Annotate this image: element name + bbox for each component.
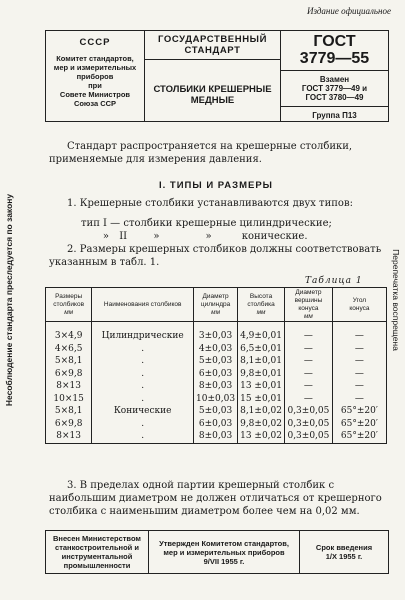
title-line: СТОЛБИКИ КРЕШЕРНЫЕ: [153, 84, 272, 95]
standard-line: ГОСУДАРСТВЕННЫЙ: [157, 34, 267, 45]
cell-diameter: 10±0,03: [194, 393, 238, 406]
replaces-note: [281, 75, 388, 102]
ditto-mark: »: [102, 231, 109, 242]
cell-name: Цилиндрические: [92, 322, 194, 343]
cell-height: 9,8±0,01: [238, 368, 285, 381]
side-note-left-text: Несоблюдение стандарта преследуется по закону: [4, 193, 14, 407]
header-height: Высота столбика мм: [238, 288, 285, 322]
document-header: [45, 30, 389, 122]
committee-line: мер и измерительных: [53, 63, 137, 72]
cell-cone-angle: —: [332, 368, 386, 381]
cell-cone-angle: —: [332, 322, 386, 343]
gost-number: 3779—55: [281, 50, 388, 71]
cell-height: 13 ±0,02: [238, 430, 285, 443]
cell-height: 4,9±0,01: [238, 322, 285, 343]
header-title-block: [145, 31, 281, 121]
cell-name: Конические: [92, 405, 194, 418]
table-row: [46, 405, 387, 418]
cell-name: .: [92, 418, 194, 431]
cell-cone-tip: —: [285, 380, 333, 393]
cell-size: 4×6,5: [46, 343, 92, 356]
footer-line: Срок введения: [315, 543, 373, 552]
cell-cone-tip: —: [285, 368, 333, 381]
clause-2: 2. Размеры крешерных столбиков должны соответствовать указанным в табл. 1.: [49, 244, 382, 268]
table-header-row: [46, 288, 387, 322]
document-title: [145, 84, 280, 106]
cell-diameter: 8±0,03: [194, 430, 238, 443]
committee-line: приборов: [76, 72, 114, 81]
cell-cone-angle: —: [332, 343, 386, 356]
type-2-line: [81, 230, 381, 243]
ditto-mark: »: [205, 231, 212, 242]
cell-size: 8×13: [46, 380, 92, 393]
cell-cone-angle: —: [332, 380, 386, 393]
intro-paragraph: Стандарт распространяется на крешерные столбики, применяемые для измерения давления.: [49, 141, 353, 165]
cell-diameter: 8±0,03: [194, 380, 238, 393]
footer-line: Утвержден Комитетом стандартов,: [159, 538, 289, 548]
type-2-word: конические.: [241, 231, 308, 242]
table-row: [46, 322, 387, 343]
cell-size: 5×8,1: [46, 355, 92, 368]
footer-line: мер и измерительных приборов: [163, 547, 285, 557]
cell-size: 6×9,8: [46, 368, 92, 381]
table-row: [46, 380, 387, 393]
cell-height: 6,5±0,01: [238, 343, 285, 356]
cell-cone-tip: —: [285, 393, 333, 406]
cell-diameter: 3±0,03: [194, 322, 238, 343]
cell-name: .: [92, 430, 194, 443]
committee-line: при: [88, 81, 102, 90]
committee-line: Комитет стандартов,: [56, 54, 134, 63]
cell-name: .: [92, 368, 194, 381]
clause-1: 1. Крешерные столбики устанавливаются двух типов:: [67, 198, 353, 209]
side-note-right: [388, 0, 404, 600]
cell-height: 8,1±0,01: [238, 355, 285, 368]
footer-line: 9/VII 1955 г.: [203, 556, 245, 566]
side-note-right-text: Перепечатка воспрещена: [391, 249, 402, 351]
section-title: I. ТИПЫ И РАЗМЕРЫ: [159, 180, 273, 191]
replaces-line: ГОСТ 3779—49 и: [301, 84, 368, 93]
title-line: МЕДНЫЕ: [190, 95, 235, 106]
standard-line: СТАНДАРТ: [184, 45, 241, 56]
cell-size: 10×15: [46, 393, 92, 406]
side-note-left: [1, 0, 17, 600]
cell-cone-angle: 65°±20′: [332, 430, 386, 443]
replaces-line: Взамен: [319, 75, 350, 84]
table-row: [46, 368, 387, 381]
footer-introduced-by: [46, 531, 149, 573]
header-diameter: Диаметр цилиндра мм: [194, 288, 238, 322]
header-gost-block: [281, 31, 388, 121]
cell-diameter: 5±0,03: [194, 355, 238, 368]
table-row: [46, 430, 387, 443]
footer-line: 1/X 1955 г.: [325, 552, 363, 561]
dimensions-table: [45, 287, 387, 444]
replaces-line: ГОСТ 3780—49: [305, 93, 364, 102]
cell-size: 5×8,1: [46, 405, 92, 418]
cell-name: .: [92, 343, 194, 356]
cell-size: 6×9,8: [46, 418, 92, 431]
footer-line: промышленности: [63, 561, 131, 570]
header-authority: [46, 31, 145, 121]
cell-cone-angle: —: [332, 393, 386, 406]
cell-height: 13 ±0,01: [238, 380, 285, 393]
cell-name: .: [92, 380, 194, 393]
footer-approved-by: [149, 531, 300, 573]
ditto-mark: »: [153, 231, 160, 242]
standard-label: [145, 34, 280, 60]
committee-line: Союза ССР: [73, 99, 117, 108]
cell-cone-tip: —: [285, 355, 333, 368]
committee-name: [46, 54, 144, 108]
cell-cone-tip: —: [285, 343, 333, 356]
footer-line: Внесен Министерством: [53, 534, 141, 543]
group-code: Группа П13: [281, 106, 388, 120]
cell-cone-angle: 65°±20′: [332, 405, 386, 418]
header-cone-tip: Диаметр вершины конуса мм: [285, 288, 333, 322]
header-size: Размеры столбиков мм: [46, 288, 92, 322]
cell-cone-tip: —: [285, 322, 333, 343]
header-name: Наименования столбиков: [92, 288, 194, 322]
footer-line: инструментальной: [61, 552, 133, 561]
cell-height: 15 ±0,01: [238, 393, 285, 406]
cell-diameter: 4±0,03: [194, 343, 238, 356]
cell-height: 8,1±0,02: [238, 405, 285, 418]
cell-name: .: [92, 393, 194, 406]
header-cone-angle: Угол конуса: [332, 288, 386, 322]
type-1-line: тип I — столбики крешерные цилиндрические;: [81, 218, 332, 229]
footer-line: станкостроительной и: [55, 543, 139, 552]
document-footer: [45, 530, 389, 574]
footer-effective-date: [300, 531, 388, 573]
edition-label: Издание официальное: [306, 6, 391, 16]
cell-cone-tip: 0,3±0,05: [285, 418, 333, 431]
table-row: [46, 418, 387, 431]
cell-size: 8×13: [46, 430, 92, 443]
cell-diameter: 6±0,03: [194, 418, 238, 431]
cell-cone-tip: 0,3±0,05: [285, 405, 333, 418]
committee-line: Совете Министров: [59, 90, 131, 99]
cell-diameter: 6±0,03: [194, 368, 238, 381]
cell-height: 9,8±0,02: [238, 418, 285, 431]
cell-cone-angle: 65°±20′: [332, 418, 386, 431]
clause-3: 3. В пределах одной партии крешерный столбик с наибольшим диаметром не должен отличаться от крешерного столбика с наименьшим диаметром более чем на 0,02 мм.: [49, 480, 382, 517]
cell-diameter: 5±0,03: [194, 405, 238, 418]
table-row: [46, 393, 387, 406]
cell-name: .: [92, 355, 194, 368]
cell-cone-angle: —: [332, 355, 386, 368]
cell-cone-tip: 0,3±0,05: [285, 430, 333, 443]
type-2-roman: II: [119, 231, 128, 242]
table-row: [46, 343, 387, 356]
cell-size: 3×4,9: [46, 322, 92, 343]
table-row: [46, 355, 387, 368]
table-caption: Таблица 1: [305, 276, 363, 286]
gost-label: ГОСТ: [313, 33, 356, 50]
ussr-label: СССР: [79, 37, 111, 48]
